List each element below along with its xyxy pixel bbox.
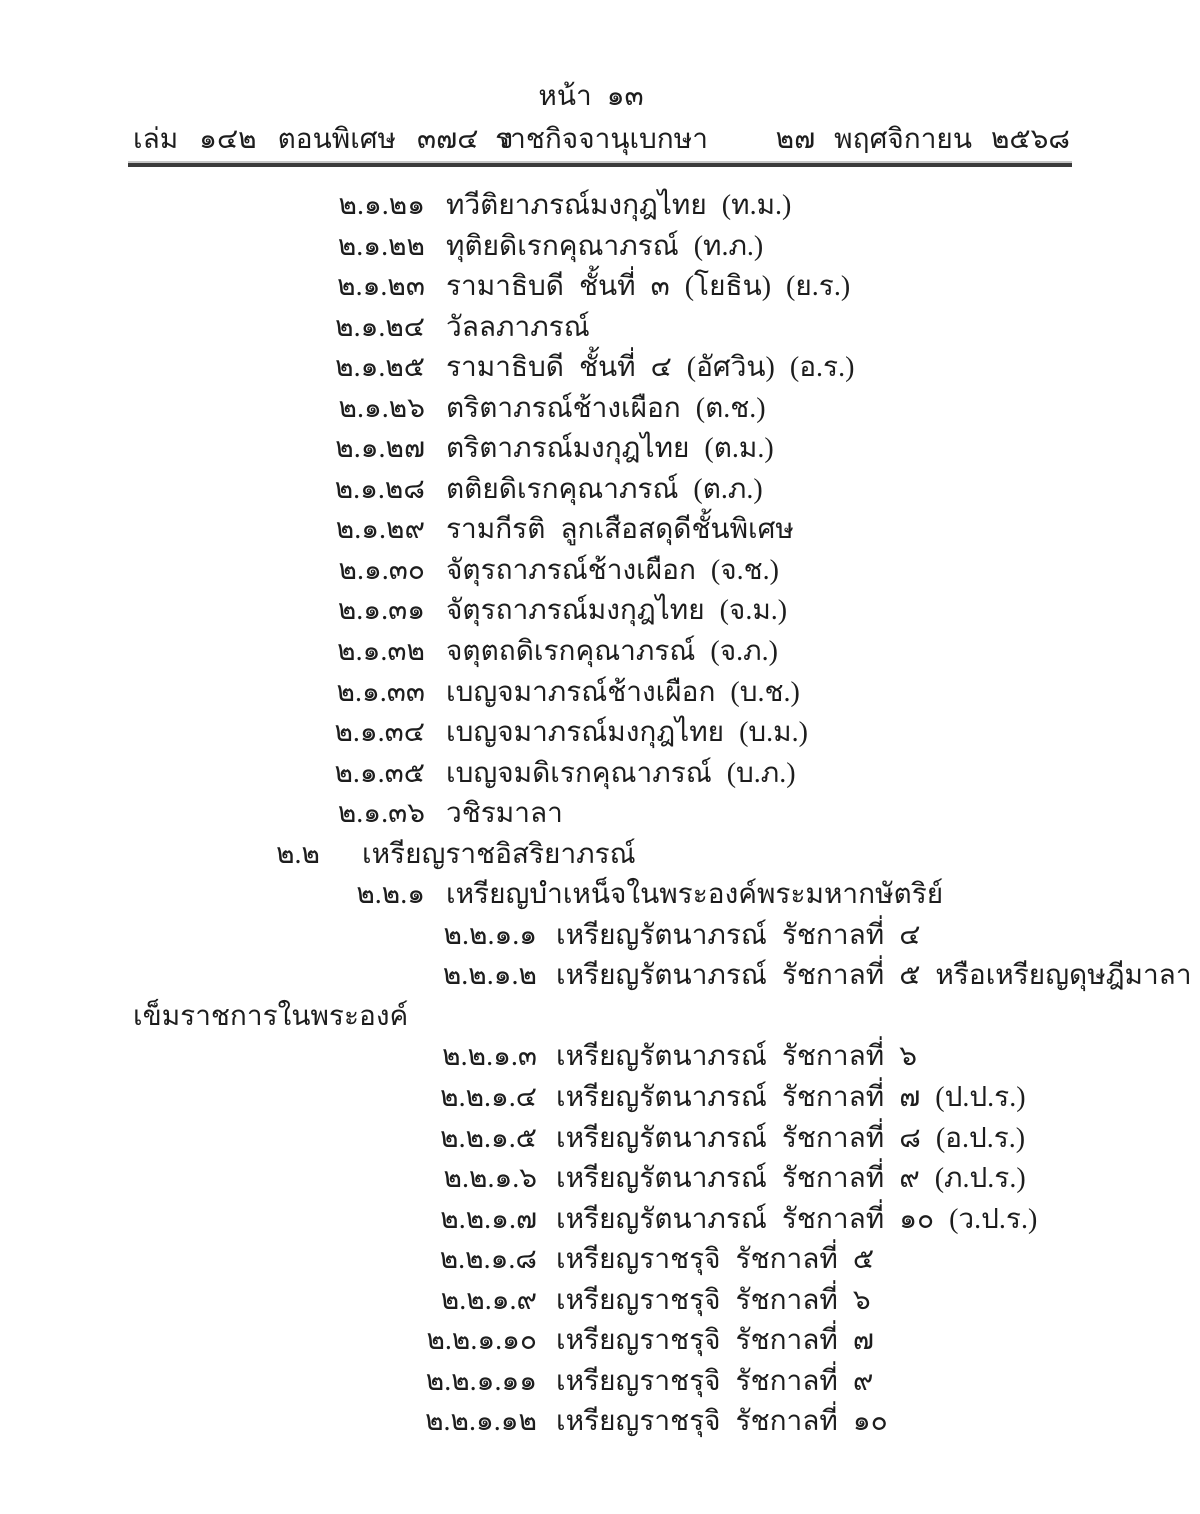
list-item	[0, 794, 1200, 835]
item-text: รามาธิบดี ชั้นที่ ๓ (โยธิน) (ย.ร.)	[446, 271, 851, 303]
item-number: ๒.๒.๑.๕	[440, 1122, 537, 1154]
item-number: ๒.๒.๑.๗	[440, 1203, 537, 1235]
item-number: ๒.๒.๑.๑๒	[425, 1406, 537, 1438]
list-item	[0, 673, 1200, 714]
header-rule-dark	[128, 163, 1072, 167]
item-text: เบญจมดิเรกคุณาภรณ์ (บ.ภ.)	[446, 757, 796, 789]
item-text: จตุตถดิเรกคุณาภรณ์ (จ.ภ.)	[446, 636, 778, 668]
item-number: ๒.๒	[276, 838, 320, 870]
item-number: ๒.๑.๒๗	[335, 433, 425, 465]
list-item	[0, 1200, 1200, 1241]
item-number: ๒.๑.๓๑	[337, 595, 425, 627]
item-number: ๒.๑.๓๓	[336, 676, 425, 708]
item-text: รามาธิบดี ชั้นที่ ๔ (อัศวิน) (อ.ร.)	[446, 352, 855, 384]
item-number: ๒.๑.๒๑	[338, 190, 425, 221]
item-number: ๒.๑.๓๐	[338, 554, 425, 586]
item-text: เหรียญบำเหน็จในพระองค์พระมหากษัตริย์	[446, 879, 944, 911]
item-number: ๒.๑.๒๘	[334, 473, 425, 505]
list-item	[0, 997, 1200, 1038]
list-item	[0, 389, 1200, 430]
list-item	[0, 1240, 1200, 1281]
item-text: ทวีติยาภรณ์มงกุฎไทย (ท.ม.)	[446, 190, 792, 221]
item-text: เหรียญรัตนาภรณ์ รัชกาลที่ ๕ หรือเหรียญดุษฎีมาลา	[556, 960, 1192, 992]
item-text: ตริตาภรณ์ช้างเผือก (ต.ช.)	[446, 392, 766, 424]
item-number: ๒.๑.๒๕	[335, 352, 425, 384]
list-item	[0, 713, 1200, 754]
item-text: ทุติยดิเรกคุณาภรณ์ (ท.ภ.)	[446, 230, 764, 262]
item-text: เข็มราชการในพระองค์	[133, 1000, 409, 1032]
item-text: รามกีรติ ลูกเสือสดุดีชั้นพิเศษ	[446, 514, 794, 546]
item-number: ๒.๒.๑.๖	[443, 1163, 537, 1195]
item-number: ๒.๑.๒๓	[337, 271, 425, 303]
list-item	[0, 1321, 1200, 1362]
list-item	[0, 551, 1200, 592]
item-text: เบญจมาภรณ์ช้างเผือก (บ.ช.)	[446, 676, 800, 708]
item-text: เหรียญราชรุจิ รัชกาลที่ ๙	[556, 1365, 874, 1397]
list-item	[0, 1037, 1200, 1078]
item-text: เหรียญราชรุจิ รัชกาลที่ ๕	[556, 1244, 875, 1276]
list-item	[0, 754, 1200, 795]
publication-date: ๒๗ พฤศจิกายน ๒๕๖๘	[775, 124, 1070, 155]
item-number: ๒.๒.๑.๙	[440, 1284, 537, 1316]
header-rule	[128, 161, 1072, 167]
list-item	[0, 1281, 1200, 1322]
item-text: จัตุรถาภรณ์ช้างเผือก (จ.ช.)	[446, 554, 779, 586]
list-item	[0, 186, 1200, 227]
item-text: เหรียญรัตนาภรณ์ รัชกาลที่ ๘ (อ.ป.ร.)	[556, 1122, 1026, 1154]
item-text: เหรียญรัตนาภรณ์ รัชกาลที่ ๑๐ (ว.ป.ร.)	[556, 1203, 1038, 1235]
item-number: ๒.๑.๓๕	[334, 757, 425, 789]
list-item	[0, 835, 1200, 876]
item-text: เหรียญราชรุจิ รัชกาลที่ ๗	[556, 1325, 874, 1357]
list-item	[0, 429, 1200, 470]
item-number: ๒.๒.๑.๒	[442, 960, 537, 992]
item-number: ๒.๒.๑.๓	[442, 1041, 537, 1073]
item-number: ๒.๑.๒๒	[337, 230, 425, 262]
item-text: ตติยดิเรกคุณาภรณ์ (ต.ภ.)	[446, 473, 763, 505]
list-item	[0, 875, 1200, 916]
item-text: จัตุรถาภรณ์มงกุฎไทย (จ.ม.)	[446, 595, 788, 627]
gazette-title: ราชกิจจานุเบกษา	[495, 124, 708, 155]
list-item	[0, 510, 1200, 551]
list-item	[0, 308, 1200, 349]
item-number: ๒.๒.๑.๑๐	[426, 1325, 537, 1357]
item-number: ๒.๒.๑.๑	[443, 919, 537, 951]
list-item	[0, 1119, 1200, 1160]
item-number: ๒.๑.๒๖	[338, 392, 425, 424]
item-text: เหรียญราชอิสริยาภรณ์	[362, 838, 636, 870]
item-text: เหรียญรัตนาภรณ์ รัชกาลที่ ๙ (ภ.ป.ร.)	[556, 1163, 1026, 1195]
item-text: ตริตาภรณ์มงกุฎไทย (ต.ม.)	[446, 433, 774, 465]
item-text: เหรียญรัตนาภรณ์ รัชกาลที่ ๗ (ป.ป.ร.)	[556, 1082, 1026, 1114]
item-number: ๒.๒.๑.๘	[439, 1244, 537, 1276]
item-text: เหรียญราชรุจิ รัชกาลที่ ๑๐	[556, 1406, 888, 1438]
item-text: เบญจมาภรณ์มงกุฎไทย (บ.ม.)	[446, 717, 808, 749]
item-number: ๒.๑.๓๔	[334, 717, 425, 749]
list-item	[0, 956, 1200, 997]
volume-info: เล่ม ๑๔๒ ตอนพิเศษ ๓๗๔ ง	[133, 124, 514, 155]
item-number: ๒.๑.๓๒	[337, 636, 425, 668]
item-text: วชิรมาลา	[446, 798, 563, 830]
item-number: ๒.๒.๑	[356, 879, 425, 911]
list-item	[0, 1159, 1200, 1200]
list-item	[0, 1362, 1200, 1403]
item-text: วัลลภาภรณ์	[446, 311, 590, 343]
gazette-header	[133, 121, 1070, 159]
list-item	[0, 916, 1200, 957]
item-text: เหรียญรัตนาภรณ์ รัชกาลที่ ๔	[556, 919, 921, 951]
list-item	[0, 470, 1200, 511]
list-item	[0, 591, 1200, 632]
item-number: ๒.๑.๒๙	[335, 514, 425, 546]
list-item	[0, 632, 1200, 673]
page-number: หน้า ๑๓	[538, 81, 644, 112]
item-number: ๒.๒.๑.๑๑	[425, 1365, 537, 1397]
decoration-list	[0, 186, 1200, 1443]
list-item	[0, 1402, 1200, 1443]
item-number: ๒.๑.๓๖	[337, 798, 425, 830]
item-number: ๒.๑.๒๔	[335, 311, 425, 343]
list-item	[0, 348, 1200, 389]
list-item	[0, 1078, 1200, 1119]
item-text: เหรียญรัตนาภรณ์ รัชกาลที่ ๖	[556, 1041, 917, 1073]
list-item	[0, 227, 1200, 268]
list-item	[0, 267, 1200, 308]
item-number: ๒.๒.๑.๔	[440, 1082, 537, 1114]
item-text: เหรียญราชรุจิ รัชกาลที่ ๖	[556, 1284, 871, 1316]
